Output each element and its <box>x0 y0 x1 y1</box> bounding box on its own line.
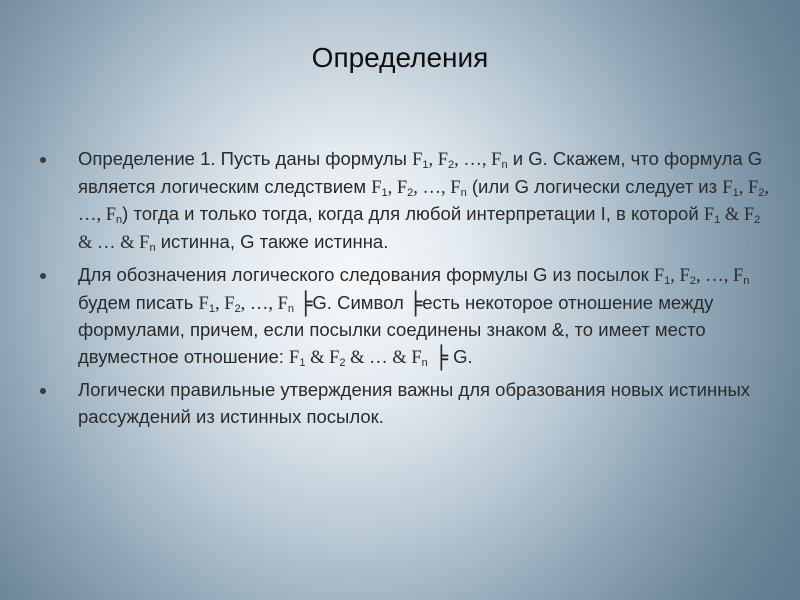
bullet-definition-1 <box>40 146 770 256</box>
turnstile-symbol: ╞ <box>427 345 448 371</box>
bullet-dot <box>40 388 46 394</box>
slide-title: Определения <box>311 42 489 73</box>
bullet-list <box>40 146 770 436</box>
bullet-text: Для обозначения логического следования формулы G из посылок $F_1$, $F_2$, …, $F_n$ будем писать $F_1$, $F_2$, …, $F_n$ ╞G. Символ ╞есть некоторое отношение между формулами, причем, если посылки соединены знаком &, то имеет место двуместное отношение: $F_1$ & $F_2$ & … & $F_n$ ╞ G. <box>78 264 750 371</box>
bullet-dot <box>40 157 46 163</box>
bullet-dot <box>40 273 46 279</box>
bullet-conclusion <box>40 377 770 430</box>
bullet-text: Определение 1. Пусть даны формулы $F_1$, $F_2$, …, $F_n$ и G. Скажем, что формула G является логическим следствием $F_1$, $F_2$, …, $F_n$ (или G логически следует из $F_1$, $F_2$, …, $F_n$) тогда и только тогда, когда для любой интерпретации I, в которой $F_1$ & $F_2$ & … & $F_n$ истинна, G также истинна. <box>78 148 769 254</box>
turnstile-symbol: ╞ <box>299 291 313 317</box>
bullet-notation <box>40 262 770 371</box>
bullet-text: Логически правильные утверждения важны для образования новых истинных рассуждений из истинных посылок. <box>78 379 750 427</box>
turnstile-symbol: ╞ <box>408 291 423 317</box>
